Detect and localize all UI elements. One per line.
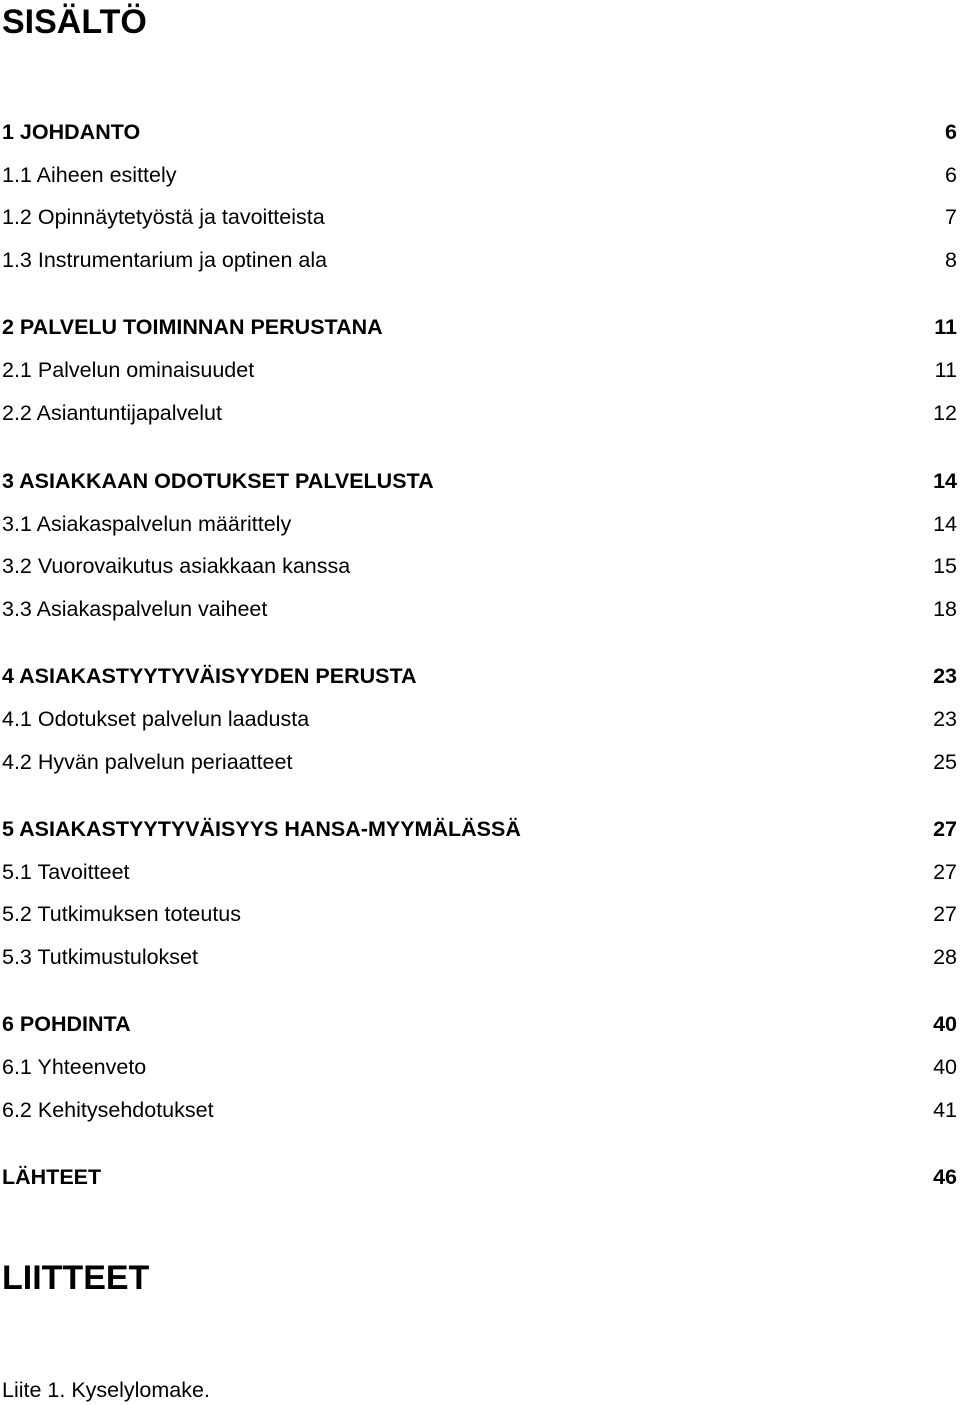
toc-chapter-row[interactable] xyxy=(2,1162,957,1192)
toc-page-number: 14 xyxy=(933,468,957,493)
toc-section-row[interactable] xyxy=(2,1095,957,1125)
toc-entry-label: 6.2 Kehitysehdotukset xyxy=(2,1097,214,1122)
toc-entry-label: 6.1 Yhteenveto xyxy=(2,1054,147,1079)
appendix-item[interactable]: Liite 1. Kyselylomake. xyxy=(2,1378,210,1402)
toc-section-row[interactable] xyxy=(2,160,957,190)
toc-section-row[interactable] xyxy=(2,551,957,581)
toc-section-row[interactable] xyxy=(2,1052,957,1082)
page-title: SISÄLTÖ xyxy=(2,3,147,41)
toc-chapter-row[interactable] xyxy=(2,466,957,496)
toc-page-number: 41 xyxy=(933,1097,957,1122)
toc-entry-label: 2.2 Asiantuntijapalvelut xyxy=(2,400,222,425)
appendices-title: LIITTEET xyxy=(2,1259,150,1297)
toc-entry-label: 4.1 Odotukset palvelun laadusta xyxy=(2,706,310,731)
toc-section-row[interactable] xyxy=(2,942,957,972)
toc-section-row[interactable] xyxy=(2,398,957,428)
toc-entry-label: 5 ASIAKASTYYTYVÄISYYS HANSA-MYYMÄLÄSSÄ xyxy=(2,816,521,841)
toc-page-number: 11 xyxy=(934,357,957,382)
toc-entry-label: 5.2 Tutkimuksen toteutus xyxy=(2,901,242,926)
toc-entry-label: 3.1 Asiakaspalvelun määrittely xyxy=(2,511,292,536)
toc-page-number: 46 xyxy=(933,1164,957,1189)
toc-page-number: 28 xyxy=(933,944,957,969)
toc-section-row[interactable] xyxy=(2,355,957,385)
toc-page-number: 18 xyxy=(933,596,957,621)
toc-page-number: 11 xyxy=(934,314,957,339)
toc-chapter-row[interactable] xyxy=(2,661,957,691)
toc-chapter-row[interactable] xyxy=(2,814,957,844)
toc-page-number: 27 xyxy=(933,901,957,926)
toc-entry-label: 1.2 Opinnäytetyöstä ja tavoitteista xyxy=(2,204,325,229)
toc-chapter-row[interactable] xyxy=(2,117,957,147)
toc-page-number: 12 xyxy=(933,400,957,425)
toc-entry-label: 6 POHDINTA xyxy=(2,1011,131,1036)
toc-page-number: 23 xyxy=(933,706,957,731)
toc-page-number: 27 xyxy=(933,816,957,841)
toc-entry-label: 2 PALVELU TOIMINNAN PERUSTANA xyxy=(2,314,383,339)
toc-section-row[interactable] xyxy=(2,704,957,734)
toc-entry-label: 1.1 Aiheen esittely xyxy=(2,162,177,187)
toc-page-number: 15 xyxy=(933,553,957,578)
toc-entry-label: 4 ASIAKASTYYTYVÄISYYDEN PERUSTA xyxy=(2,663,417,688)
toc-page-number: 14 xyxy=(933,511,957,536)
toc-page-number: 40 xyxy=(933,1054,957,1079)
toc-entry-label: 5.1 Tavoitteet xyxy=(2,859,130,884)
toc-page-number: 8 xyxy=(945,247,957,272)
toc-entry-label: 3 ASIAKKAAN ODOTUKSET PALVELUSTA xyxy=(2,468,434,493)
toc-section-row[interactable] xyxy=(2,899,957,929)
toc-chapter-row[interactable] xyxy=(2,1009,957,1039)
toc-entry-label: 4.2 Hyvän palvelun periaatteet xyxy=(2,749,293,774)
toc-entry-label: LÄHTEET xyxy=(2,1164,102,1189)
toc-page-number: 27 xyxy=(933,859,957,884)
toc-page-number: 6 xyxy=(945,119,957,144)
toc-chapter-row[interactable] xyxy=(2,312,957,342)
toc-entry-label: 3.3 Asiakaspalvelun vaiheet xyxy=(2,596,268,621)
toc-page-number: 23 xyxy=(933,663,957,688)
toc-section-row[interactable] xyxy=(2,857,957,887)
toc-section-row[interactable] xyxy=(2,747,957,777)
toc-entry-label: 2.1 Palvelun ominaisuudet xyxy=(2,357,255,382)
toc-page-number: 6 xyxy=(945,162,957,187)
toc-section-row[interactable] xyxy=(2,202,957,232)
toc-page-number: 7 xyxy=(945,204,957,229)
toc-section-row[interactable] xyxy=(2,245,957,275)
toc-section-row[interactable] xyxy=(2,509,957,539)
toc-page-number: 40 xyxy=(933,1011,957,1036)
toc-entry-label: 1 JOHDANTO xyxy=(2,119,141,144)
toc-entry-label: 1.3 Instrumentarium ja optinen ala xyxy=(2,247,328,272)
toc-entry-label: 3.2 Vuorovaikutus asiakkaan kanssa xyxy=(2,553,351,578)
toc-entry-label: 5.3 Tutkimustulokset xyxy=(2,944,198,969)
toc-page-number: 25 xyxy=(933,749,957,774)
toc-section-row[interactable] xyxy=(2,594,957,624)
